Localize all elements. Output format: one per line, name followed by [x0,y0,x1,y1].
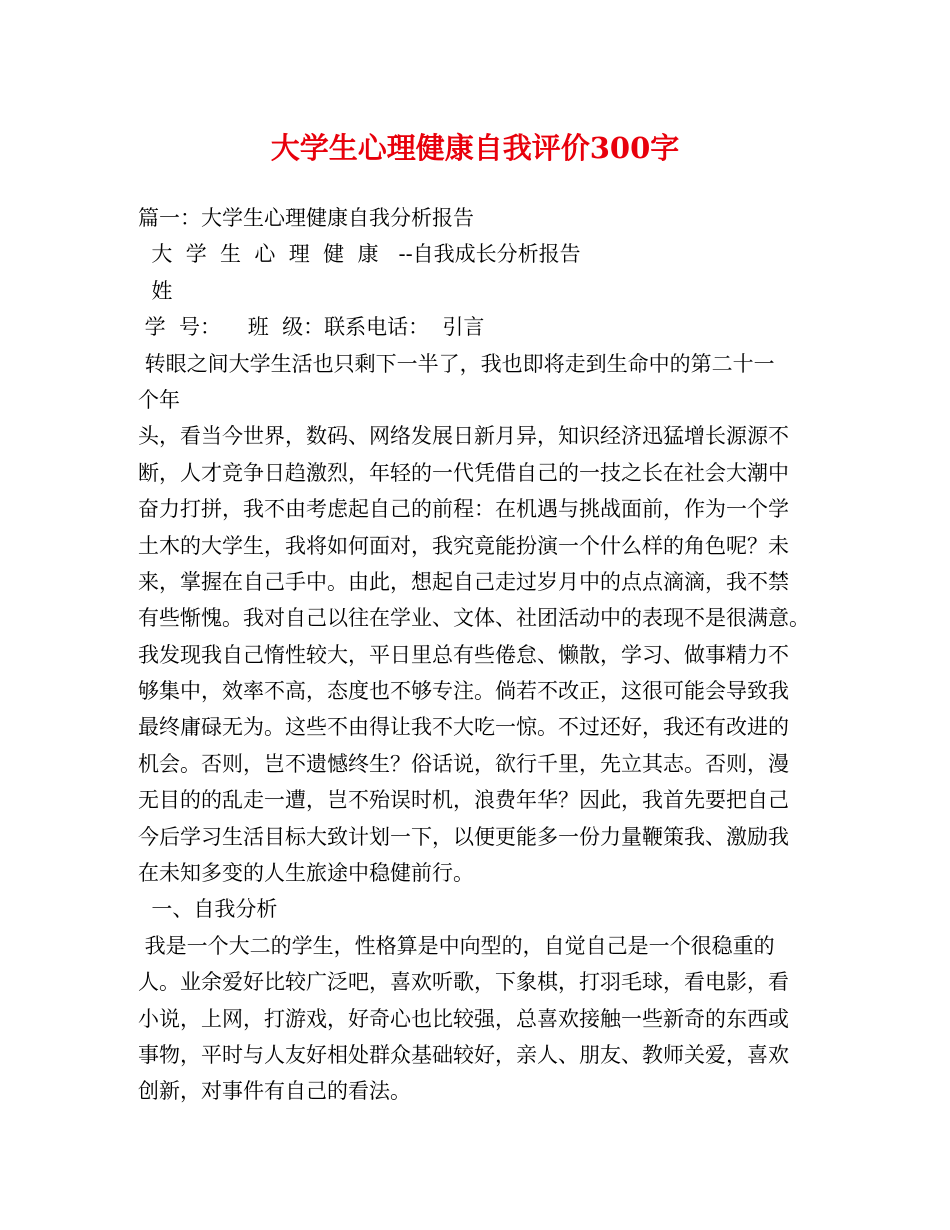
text-line: 在未知多变的人生旅途中稳健前行。 [138,861,474,886]
text-line: 创新，对事件有自己的看法。 [138,1079,411,1104]
text-line: 一、自我分析 [138,897,278,922]
text-line: 够集中，效率不高，态度也不够专注。倘若不改正，这很可能会导致我 [138,679,789,704]
document-title: 大学生心理健康自我评价300字 [270,131,680,165]
text-line: 小说，上网，打游戏，好奇心也比较强，总喜欢接触一些新奇的东西或 [138,1006,789,1031]
text-line: 来，掌握在自己手中。由此，想起自己走过岁月中的点点滴滴，我不禁 [138,569,789,594]
text-line: 有些惭愧。我对自己以往在学业、文体、社团活动中的表现不是很满意。 [138,606,810,631]
text-line: 学 号： 班 级：联系电话： 引言 [138,315,485,340]
text-line: 今后学习生活目标大致计划一下，以便更能多一份力量鞭策我、激励我 [138,824,789,849]
text-line: 大 学 生 心 理 健 康 --自我成长分析报告 [138,242,581,267]
text-line: 断，人才竞争日趋激烈，年轻的一代凭借自己的一技之长在社会大潮中 [138,460,789,485]
text-line: 土木的大学生，我将如何面对，我究竟能扮演一个什么样的角色呢？未 [138,533,789,558]
text-line: 篇一：大学生心理健康自我分析报告 [138,206,474,230]
text-line: 无目的的乱走一遭，岂不殆误时机，浪费年华？因此，我首先要把自己 [138,788,789,813]
text-line: 我是一个大二的学生，性格算是中向型的，自觉自己是一个很稳重的 [138,933,775,958]
text-line: 姓 [138,278,173,303]
text-line: 我发现我自己惰性较大，平日里总有些倦怠、懒散，学习、做事精力不 [138,642,789,667]
text-line: 奋力打拼，我不由考虑起自己的前程：在机遇与挑战面前，作为一个学 [138,497,789,522]
text-line: 最终庸碌无为。这些不由得让我不大吃一惊。不过还好，我还有改进的 [138,715,789,740]
text-line: 人。业余爱好比较广泛吧，喜欢听歌，下象棋，打羽毛球，看电影，看 [138,970,789,995]
document-body [138,200,818,1110]
text-line: 事物，平时与人友好相处群众基础较好，亲人、朋友、教师关爱，喜欢 [138,1042,789,1067]
text-line: 头，看当今世界，数码、网络发展日新月异，知识经济迅猛增长源源不 [138,424,789,449]
text-line: 转眼之间大学生活也只剩下一半了，我也即将走到生命中的第二十一 [138,351,775,376]
text-line: 机会。否则，岂不遗憾终生？俗话说，欲行千里，先立其志。否则，漫 [138,751,789,776]
text-line: 个年 [138,387,180,412]
